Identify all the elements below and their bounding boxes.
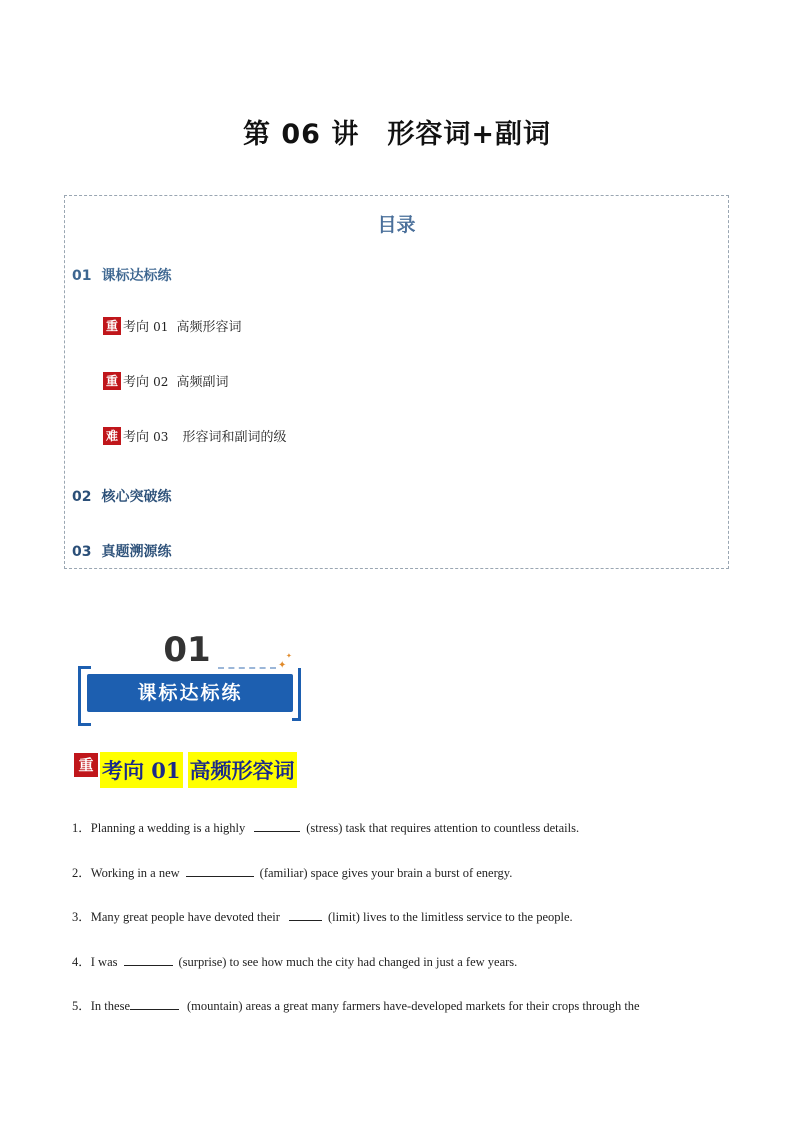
question-hint: (stress) task that requires attention to countless details. xyxy=(306,821,580,835)
toc-section-number: 02 xyxy=(72,489,92,505)
toc-section-label: 核心突破练 xyxy=(101,489,172,505)
question-1 xyxy=(72,818,579,836)
answer-blank[interactable] xyxy=(124,953,173,966)
key-point-badge: 重 xyxy=(103,372,121,390)
key-point-badge: 重 xyxy=(74,753,98,777)
toc-section-label: 课标达标练 xyxy=(101,268,172,284)
question-number: 4． xyxy=(72,955,91,969)
toc-section-label: 真题溯源练 xyxy=(101,544,172,560)
sparkle-icon: ✦ xyxy=(286,652,292,660)
question-hint: (limit) lives to the limitless service to the people. xyxy=(327,910,573,924)
question-hint: (familiar) space gives your brain a burst of energy. xyxy=(259,866,513,880)
banner-label: 课标达标练 xyxy=(137,682,243,704)
sparkle-icon: ✦ xyxy=(278,660,287,671)
toc-item-label: 高频形容词 xyxy=(176,320,242,335)
answer-blank[interactable] xyxy=(289,908,322,921)
question-5 xyxy=(72,996,640,1014)
answer-blank[interactable] xyxy=(254,819,300,832)
table-of-contents xyxy=(64,195,729,569)
toc-heading: 目录 xyxy=(377,214,416,236)
section-banner xyxy=(78,630,303,720)
toc-section-1[interactable] xyxy=(72,265,171,285)
question-text: Planning a wedding is a highly xyxy=(90,821,246,835)
key-point-badge: 重 xyxy=(103,317,121,335)
question-3 xyxy=(72,907,573,925)
question-text: I was xyxy=(90,955,118,969)
toc-item-1[interactable] xyxy=(103,316,241,335)
section-heading-part1: 考向 01 xyxy=(100,752,183,788)
question-text: Working in a new xyxy=(90,866,180,880)
toc-section-number: 01 xyxy=(72,268,92,284)
difficult-point-badge: 难 xyxy=(103,427,121,445)
toc-item-prefix: 考向 xyxy=(123,375,150,390)
toc-item-number: 02 xyxy=(153,375,169,389)
question-4 xyxy=(72,952,517,970)
question-hint: (surprise) to see how much the city had changed in just a few years. xyxy=(178,955,518,969)
toc-item-number: 01 xyxy=(153,320,169,334)
question-2 xyxy=(72,863,512,881)
question-text: Many great people have devoted their xyxy=(90,910,280,924)
toc-section-3[interactable] xyxy=(72,541,171,561)
question-number: 5． xyxy=(72,999,91,1013)
toc-item-3[interactable] xyxy=(103,426,286,445)
banner-bracket-right xyxy=(292,668,301,721)
toc-section-2[interactable] xyxy=(72,486,171,506)
section-heading xyxy=(74,753,302,787)
toc-item-2[interactable] xyxy=(103,371,228,390)
toc-item-label: 形容词和副词的级 xyxy=(182,430,287,445)
banner-number: 01 xyxy=(163,630,211,670)
toc-item-number: 03 xyxy=(153,430,169,444)
answer-blank[interactable] xyxy=(130,997,179,1010)
question-hint: (mountain) areas a great many farmers have-developed markets for their crops through the xyxy=(187,999,640,1013)
banner-dash-decoration xyxy=(218,667,276,669)
answer-blank[interactable] xyxy=(186,864,254,877)
section-heading-part2: 高频形容词 xyxy=(188,752,297,788)
toc-item-prefix: 考向 xyxy=(123,320,150,335)
toc-item-label: 高频副词 xyxy=(176,375,229,390)
toc-section-number: 03 xyxy=(72,544,92,560)
question-text: In these xyxy=(90,999,130,1013)
page-title: 第 06 讲 形容词+副词 xyxy=(243,119,551,150)
question-number: 1． xyxy=(72,821,91,835)
toc-item-prefix: 考向 xyxy=(123,430,150,445)
question-number: 3． xyxy=(72,910,91,924)
question-number: 2． xyxy=(72,866,91,880)
